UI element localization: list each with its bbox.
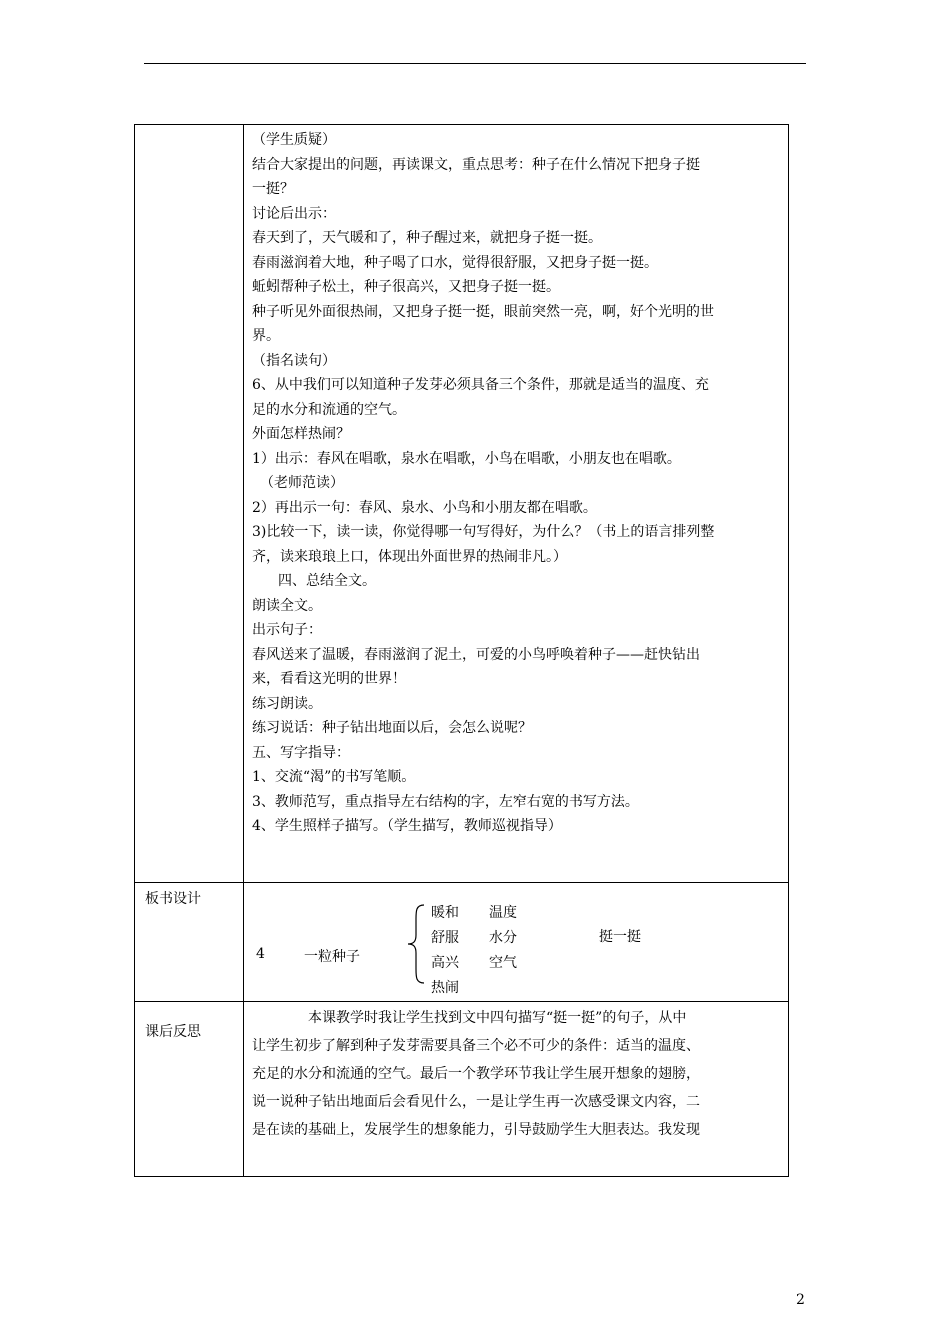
board-word: 舒服 [431, 930, 459, 946]
lesson-title: 一粒种子 [304, 949, 360, 965]
text-line: （学生质疑） [252, 132, 336, 148]
board-design-cell [244, 883, 789, 1002]
text-line: 外面怎样热闹？ [252, 426, 350, 442]
text-line: 界。 [252, 328, 280, 344]
reflection-cell [244, 1002, 789, 1177]
reflection-label: 课后反思 [145, 1024, 201, 1040]
board-word: 暖和 [431, 905, 459, 921]
text-line: （指名读句） [252, 352, 336, 369]
text-line: 足的水分和流通的空气。 [252, 401, 406, 418]
section-heading: 五、写字指导： [252, 744, 350, 761]
board-word-column-1 [431, 901, 459, 1001]
text-line: 练习朗读。 [252, 695, 322, 712]
lesson-number: 4 [256, 946, 265, 962]
text-line: 春天到了，天气暖和了，种子醒过来，就把身子挺一挺。 [252, 230, 602, 246]
board-keyword: 挺一挺 [599, 929, 641, 945]
header-rule [144, 63, 806, 64]
board-word: 空气 [489, 955, 517, 971]
reflection-line: 本课教学时我让学生找到文中四句描写“挺一挺”的句子，从中 [308, 1010, 687, 1026]
section-heading: 四、总结全文。 [278, 573, 376, 589]
text-line: 出示句子： [252, 622, 322, 638]
empty-label-cell [135, 125, 244, 883]
reflection-line: 是在读的基础上，发展学生的想象能力，引导鼓励学生大胆表达。我发现 [252, 1122, 700, 1138]
teaching-process-row [135, 125, 789, 883]
board-design-content [244, 883, 788, 1001]
board-design-row [135, 883, 789, 1002]
board-word: 高兴 [431, 955, 459, 971]
text-line: 4、学生照样子描写。（学生描写，教师巡视指导） [252, 818, 562, 834]
board-word: 水分 [489, 930, 517, 946]
reflection-row [135, 1002, 789, 1177]
text-line: 一挺？ [252, 181, 294, 197]
curly-brace-icon [404, 903, 428, 985]
text-line: 结合大家提出的问题，再读课文，重点思考：种子在什么情况下把身子挺 [252, 156, 700, 173]
board-word: 温度 [489, 905, 517, 921]
teaching-process-cell [244, 125, 789, 883]
text-line: 齐，读来琅琅上口，体现出外面世界的热闹非凡。） [252, 548, 567, 565]
text-line: 种子听见外面很热闹，又把身子挺一挺，眼前突然一亮，啊，好个光明的世 [252, 303, 714, 320]
text-line: 练习说话：种子钻出地面以后，会怎么说呢？ [252, 720, 532, 736]
reflection-label-cell [135, 1002, 244, 1177]
text-line: 讨论后出示： [252, 205, 336, 222]
text-line: 3)比较一下，读一读，你觉得哪一句写得好，为什么？（书上的语言排列整 [252, 524, 715, 540]
reflection-line: 充足的水分和流通的空气。最后一个教学环节我让学生展开想象的翅膀， [252, 1066, 700, 1082]
reflection-line: 说一说种子钻出地面后会看见什么，一是让学生再一次感受课文内容，二 [252, 1094, 700, 1110]
reflection-line: 让学生初步了解到种子发芽需要具备三个必不可少的条件：适当的温度、 [252, 1038, 700, 1054]
text-line: 1、交流“渴”的书写笔顺。 [252, 769, 416, 785]
text-line: 蚯蚓帮种子松土，种子很高兴，又把身子挺一挺。 [252, 279, 560, 295]
text-line: 朗读全文。 [252, 597, 322, 614]
lesson-plan-table [134, 124, 789, 1177]
board-design-label-cell [135, 883, 244, 1002]
text-line: 春雨滋润着大地，种子喝了口水，觉得很舒服，又把身子挺一挺。 [252, 254, 658, 271]
text-line: 3、教师范写，重点指导左右结构的字，左窄右宽的书写方法。 [252, 793, 639, 810]
text-line: 2）再出示一句：春风、泉水、小鸟和小朋友都在唱歌。 [252, 499, 597, 516]
text-line: 春风送来了温暖，春雨滋润了泥土，可爱的小鸟呼唤着种子——赶快钻出 [252, 646, 700, 663]
board-word: 热闹 [431, 980, 459, 996]
board-word-column-2 [489, 901, 517, 976]
board-design-label: 板书设计 [145, 891, 201, 907]
text-line: 6、从中我们可以知道种子发芽必须具备三个条件，那就是适当的温度、充 [252, 377, 709, 393]
reflection-content [244, 1002, 788, 1144]
text-line: （老师范读） [260, 475, 344, 491]
text-line: 来，看看这光明的世界！ [252, 671, 406, 687]
page-number: 2 [796, 1292, 805, 1308]
text-line: 1）出示：春风在唱歌，泉水在唱歌，小鸟在唱歌，小朋友也在唱歌。 [252, 450, 681, 467]
teaching-process-content [244, 125, 788, 839]
